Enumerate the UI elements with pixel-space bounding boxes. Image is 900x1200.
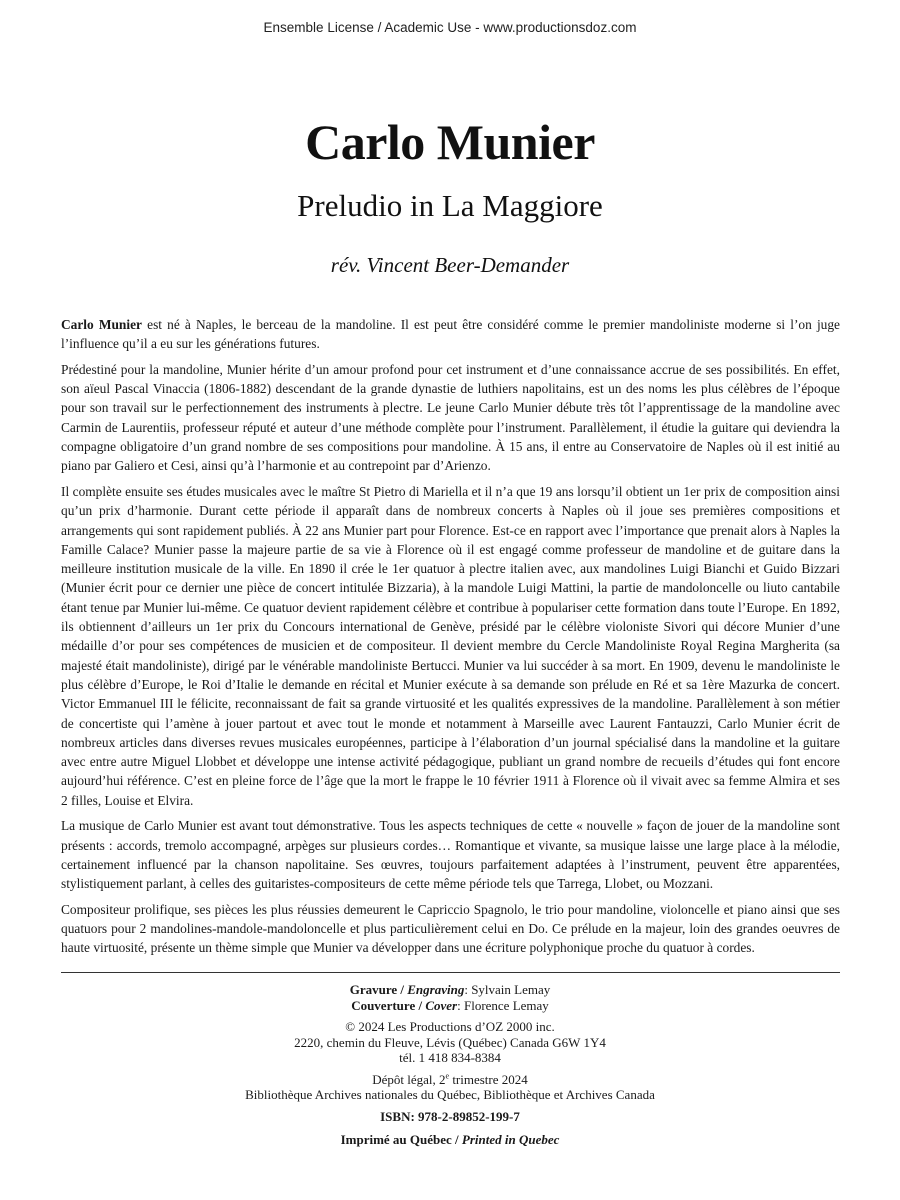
bio-paragraph-2: Prédestiné pour la mandoline, Munier hérite d’un amour profond pour cet instrument et d’une connaissance accrue de ses possibilités. En effet, son aïeul Pascal Vinaccia (1806-1882) descendant de la grande dynastie de luthiers napolitains, est un des noms les plus célèbres de l’époque pour son travail sur le perfectionnement des instruments à plectre. Le jeune Carlo Munier débute très tôt l’apprentissage de la mandoline avec Carmin de Laurentiis, professeur réputé et auteur d’une méthode complète pour l’instrument. Parallèlement, il étudie la guitare qui deviendra la compagne obligatoire d’un grand nombre de ses compositions pour mandoline. À 15 ans, il entre au Conservatoire de Naples où il est initié au piano par Galiero et Cesi, ainsi qu’à l’harmonie et au contrepoint par d’Arienzo. [61,361,840,474]
work-title: Preludio in La Maggiore [297,188,603,223]
engraving-credit [0,982,900,998]
bio-paragraph-1 [61,315,840,354]
bio-paragraph-5: Compositeur prolifique, ses pièces les plus réussies demeurent le Capriccio Spagnolo, le trio pour mandoline, violoncelle et piano ainsi que ses quatuors pour 2 mandolines-mandole-mandoloncelle et plus particulièrement celui en Do. Ce prélude en la majeur, loin des grandes oeuvres de haute virtuosité, présente un thème simple que Munier va développer dans une écriture polyphonique proche du quatuor à cordes. [61,901,840,956]
bio-paragraph-4: La musique de Carlo Munier est avant tout démonstrative. Tous les aspects techniques de cette « nouvelle » façon de jouer de la mandoline sont présents : accords, tremolo accompagné, arpèges sur plusieurs cordes… Romantique et vivante, sa musique laisse une large place à la mélodie, certainement influencé par la chanson napolitaine. Ses œuvres, toujours parfaitement adaptées à l’instrument, peuvent être apparentées, stylistiquement parlant, à celles des guitaristes-compositeurs de cette même période tels que Tarrega, Llobet, ou Mozzani. [61,818,840,892]
bio-composer-name: Carlo Munier [61,317,142,332]
address: 2220, chemin du Fleuve, Lévis (Québec) Canada G6W 1Y4 [294,1034,606,1050]
engraving-name: : Sylvain Lemay [464,982,551,997]
cover-label: Couverture / Cover [351,997,458,1013]
bio-paragraph-1-text: est né à Naples, le berceau de la mandoline. Il est peut être considéré comme le premier mandoliniste moderne si l’on juge l’influence qu’il a eu sur les générations futures. [61,317,841,352]
composer-title: Carlo Munier [305,114,595,170]
revision-credit: rév. Vincent Beer-Demander [330,253,570,277]
bio-paragraph-3: Il complète ensuite ses études musicales avec le maître St Pietro di Mariella et il n’a que 19 ans lorsqu’il obtient un 1er prix de composition ainsi qu’un prix d’harmonie. Durant cette période il apparaît dans de nombreux concerts à Naples où il joue ses premières compositions et arrangements qui sont rapidement publiés. À 22 ans Munier part pour Florence. Est-ce en rapport avec l’importance que prenait alors à Naples la Famille Calace? Munier passe la majeure partie de sa vie à Florence où il est engagé comme professeur de mandoline et de guitare dans la meilleure institution musicale de la ville. En 1890 il crée le 1er quatuor à plectre italien avec, aux mandolines Luigi Bianchi et Guido Bizzari (Munier écrit pour ce dernier une pièce de concert intitulée Bizzaria), à la mandole Luigi Mattini, la partie de mandoloncelle ou liuto cantabile étant tenue par Munier lui-même. Ce quatuor devient rapidement célèbre et contribue à populariser cette formation dans toute l’Europe. En 1892, ils obtiennent d’ailleurs un 1er prix du Concours international de Genève, présidé par le célèbre violoniste Sivori qui décore Munier d’une médaille d’or pour ses compétences de musicien et de compositeur. Il devient membre du Cercle Mandoliniste Royal Regina Margherita (sa majesté était mandoliniste), dirigé par le vénérable mandoliniste Bertucci. Munier va lui succéder à sa mort. En 1909, devenu le mandoliniste le plus célèbre d’Europe, le Roi d’Italie le demande en récital et Munier exécute à sa demande son prélude en Ré et sa 1ère Mazurka de concert. Victor Emmanuel III le félicite, reconnaissant de fait sa grande virtuosité et les qualités expressives de la mandoline. Parallèlement à son métier de concertiste qui l’amène à jouer partout et avec tout le monde et notamment à Marseille avec Laurent Fantauzzi, Carlo Munier écrit de nombreux articles dans diverses revues musicales européennes, participe à l’élaboration d’un journal spécialisé dans la mandoline et la guitare avec entre autre Miguel Llobbet et développe une intense activité pédagogique, publiant un grand nombre de recueils d’études qui font encore aujourd’hui référence. C’est en pleine force de l’âge que la mort le frappe le 10 février 1911 à Florence où il vivait avec sa femme Almira et ses 2 filles, Louise et Elvira. [61,483,840,808]
divider [61,972,840,973]
license-header: Ensemble License / Academic Use - www.productionsdoz.com [263,20,637,35]
phone: tél. 1 418 834-8384 [399,1050,501,1065]
biography [61,315,840,964]
libraries: Bibliothèque Archives nationales du Québec, Bibliothèque et Archives Canada [245,1087,655,1102]
cover-credit [0,998,900,1014]
copyright: © 2024 Les Productions d’OZ 2000 inc. [345,1019,555,1034]
isbn: ISBN: 978-2-89852-199-7 [380,1108,520,1124]
printed-in: Imprimé au Québec / Printed in Quebec [340,1132,560,1147]
cover-name: : Florence Lemay [457,997,549,1013]
engraving-label: Gravure / Engraving [349,982,465,997]
credits [0,982,900,1148]
legal-deposit: Dépôt légal, 2e trimestre 2024 [372,1071,528,1087]
